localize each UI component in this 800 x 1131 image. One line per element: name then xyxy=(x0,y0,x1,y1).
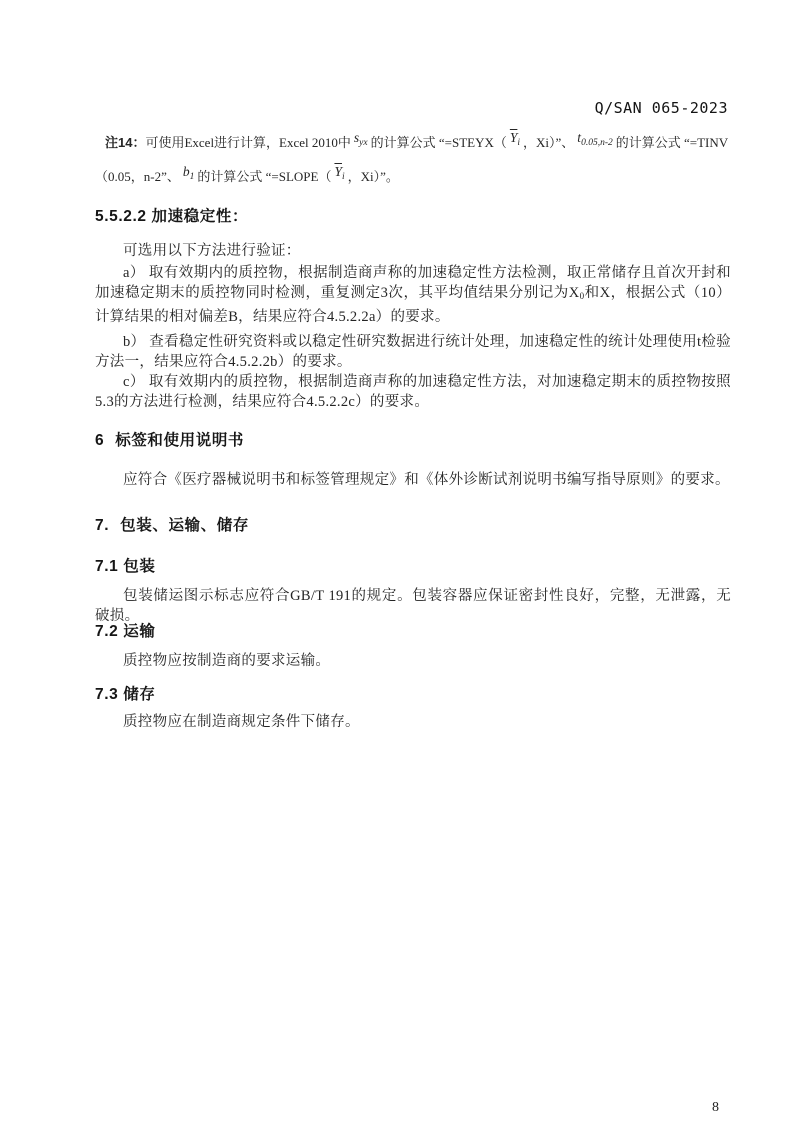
formula-t-005-n-2 xyxy=(577,130,613,148)
paragraph-item-b: b） 查看稳定性研究资料或以稳定性研究数据进行统计处理，加速稳定性的统计处理使用t检验方法一，结果应符合4.5.2.2b）的要求。 xyxy=(95,333,731,371)
heading-7-title: 包装、运输、储存 xyxy=(120,517,249,534)
math-subscript: 0.05,n-2 xyxy=(581,138,613,148)
note-14 xyxy=(95,126,735,194)
note-14-line-1 xyxy=(95,126,735,160)
section-6-body xyxy=(95,470,731,490)
heading-6-number: 6 xyxy=(95,432,105,449)
math-subscript: 1 xyxy=(189,172,195,182)
note-14-text-1: 可使用Excel进行计算，Excel 2010中 xyxy=(145,135,351,150)
item-a-subscript-0: 0 xyxy=(579,291,585,302)
section-7-3-body xyxy=(95,712,731,732)
heading-7-3: 7.3 储存 xyxy=(95,686,156,703)
heading-6-title: 标签和使用说明书 xyxy=(115,432,245,449)
math-subscript: i xyxy=(517,138,521,148)
note-14-text-7: ，Xi）”。 xyxy=(347,169,399,184)
formula-b-1 xyxy=(182,164,195,182)
note-14-label: 注14： xyxy=(105,135,146,150)
paragraph-intro: 可选用以下方法进行验证： xyxy=(123,243,301,259)
item-a-text-1: a） 取有效期内的质控物，根据制造商声称的加速稳定性方法检测，取正常储存且首次开封和加速稳定期末的质控物同时检测，重复测定3次，其平均值结果分别记为X xyxy=(95,265,731,302)
heading-7 xyxy=(95,515,735,537)
note-14-text-2: 的计算公式 “=STEYX（ xyxy=(370,135,507,150)
note-14-line-2 xyxy=(95,160,735,194)
note-14-text-3: ，Xi）”、 xyxy=(523,135,575,150)
heading-7-number: 7. xyxy=(95,517,110,534)
formula-y-bar-i xyxy=(334,164,345,182)
heading-5-5-2-2: 5.5.2.2 加速稳定性： xyxy=(95,208,249,225)
paragraph-item-c: c） 取有效期内的质控物，根据制造商声称的加速稳定性方法，对加速稳定期末的质控物按照5.3的方法进行检测，结果应符合4.5.2.2c）的要求。 xyxy=(95,374,731,411)
math-subscript: i xyxy=(341,172,345,182)
note-14-text-6: 的计算公式 “=SLOPE（ xyxy=(197,169,332,184)
math-base: t xyxy=(577,130,582,145)
section-7-2-body xyxy=(95,651,731,671)
paragraph-item-a xyxy=(95,263,731,327)
paragraph-7-1: 包装储运图示标志应符合GB/T 191的规定。包装容器应保证密封性良好，完整，无泄露，无破损。 xyxy=(95,588,731,625)
formula-y-bar-i xyxy=(509,130,521,148)
standard-code-header: Q/SAN 065-2023 xyxy=(594,99,728,117)
paragraph-7-3: 质控物应在制造商规定条件下储存。 xyxy=(123,714,360,730)
formula-s-yx xyxy=(353,130,368,148)
math-subscript: yx xyxy=(359,138,368,148)
heading-6 xyxy=(95,430,735,452)
math-base-overline: $\overline{Y}$ xyxy=(334,164,342,179)
paragraph-7-2: 质控物应按制造商的要求运输。 xyxy=(123,653,331,669)
page-number: 8 xyxy=(712,1100,719,1115)
item-a-text-2: 和X，根据公式（10）计算结果的相对偏差B，结果应符合4.5.2.2a）的要求。 xyxy=(95,285,731,325)
paragraph-6: 应符合《医疗器械说明书和标签管理规定》和《体外诊断试剂说明书编写指导原则》的要求。 xyxy=(123,472,730,488)
note-14-text-5: （0.05，n-2”、 xyxy=(95,169,180,184)
math-base-overline: $\overline{Y}$ xyxy=(509,130,518,145)
heading-7-1: 7.1 包装 xyxy=(95,558,156,575)
math-base: s xyxy=(353,130,360,145)
note-14-text-4: 的计算公式 “=TINV xyxy=(615,135,729,150)
heading-7-2: 7.2 运输 xyxy=(95,623,156,640)
section-5-5-2-2-body xyxy=(95,241,731,413)
math-base: b xyxy=(182,164,190,179)
